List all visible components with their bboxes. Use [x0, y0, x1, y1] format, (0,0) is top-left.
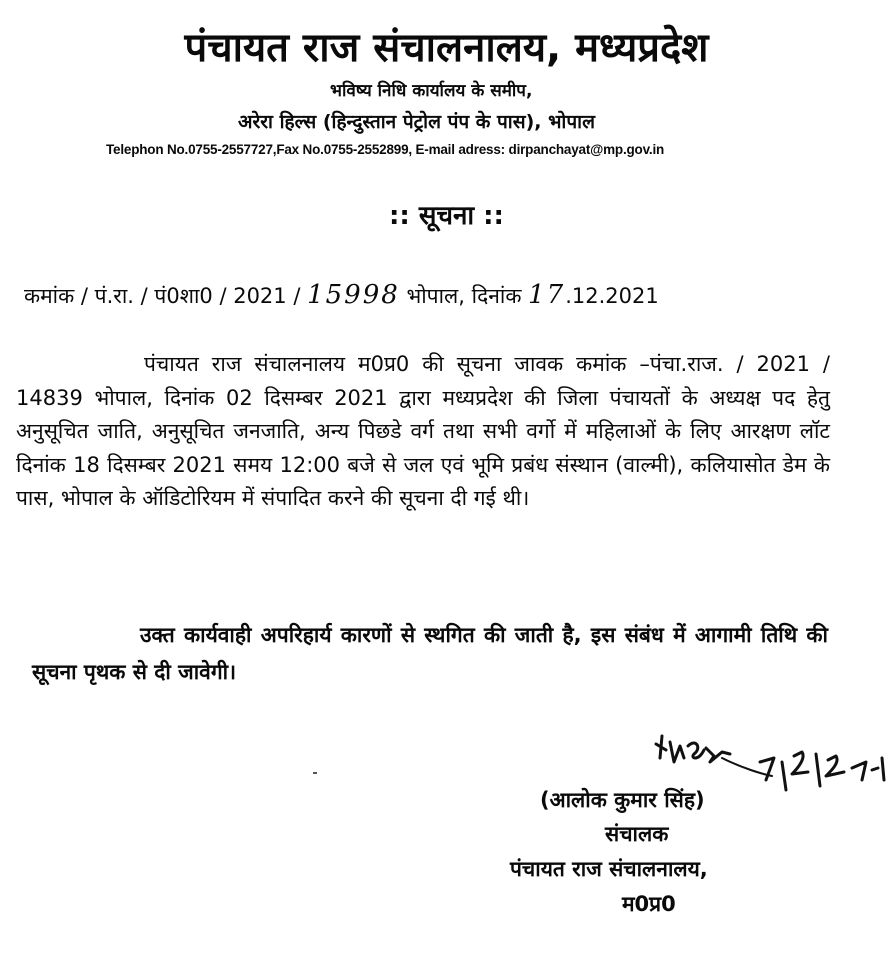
- body-paragraph-1: पंचायत राज संचालनालय म0प्र0 की सूचना जावक कमांक –पंचा.राज. / 2021 / 14839 भोपाल, दिनांक 02 दिसम्बर 2021 द्वारा मध्यप्रदेश की जिला पंचायतों के अध्यक्ष पद हेतु अनुसूचित जाति, अनुसूचित जनजाति, अन्य पिछडे वर्ग तथा सभी वर्गो में महिलाओं के लिए आरक्षण लॉट दिनांक 18 दिसम्बर 2021 समय 12:00 बजे से जल एवं भूमि प्रबंध संस्थान (वाल्मी), कलियासोत डेम के पास, भोपाल के ऑडिटोरियम में संपादित करने की सूचना दी गई थी।: [16, 352, 830, 510]
- reference-number-handwritten: 15998: [307, 280, 400, 310]
- reference-line: [24, 280, 659, 310]
- reference-place-date-label: भोपाल, दिनांक: [399, 284, 529, 308]
- notice-heading: :: सूचना ::: [389, 201, 504, 231]
- signer-state: म0प्र0: [622, 892, 676, 916]
- address-line-2: अरेरा हिल्स (हिन्दुस्तान पेट्रोल पंप के पास), भोपाल: [238, 111, 595, 133]
- signer-office: पंचायत राज संचालनालय,: [510, 857, 708, 881]
- signer-name: (आलोक कुमार सिंह): [540, 788, 705, 812]
- address-line-1: भविष्य निधि कार्यालय के समीप,: [330, 81, 533, 101]
- reference-day-handwritten: 17: [528, 280, 566, 310]
- reference-prefix: कमांक / पं.रा. / पं0शा0 / 2021 /: [24, 284, 308, 308]
- contact-line: Telephon No.0755-2557727,Fax No.0755-2552899, E-mail adress: dirpanchayat@mp.gov.in: [106, 142, 665, 157]
- signer-designation: संचालक: [605, 822, 669, 846]
- reference-date-suffix: .12.2021: [565, 284, 659, 308]
- scan-speck: [313, 772, 317, 774]
- office-title: पंचायत राज संचालनालय, मध्यप्रदेश: [184, 25, 709, 71]
- body-paragraph-2: उक्त कार्यवाही अपरिहार्य कारणों से स्थगित की जाती है, इस संबंध में आगामी तिथि की सूचना पृथक से दी जावेगी।: [32, 623, 828, 684]
